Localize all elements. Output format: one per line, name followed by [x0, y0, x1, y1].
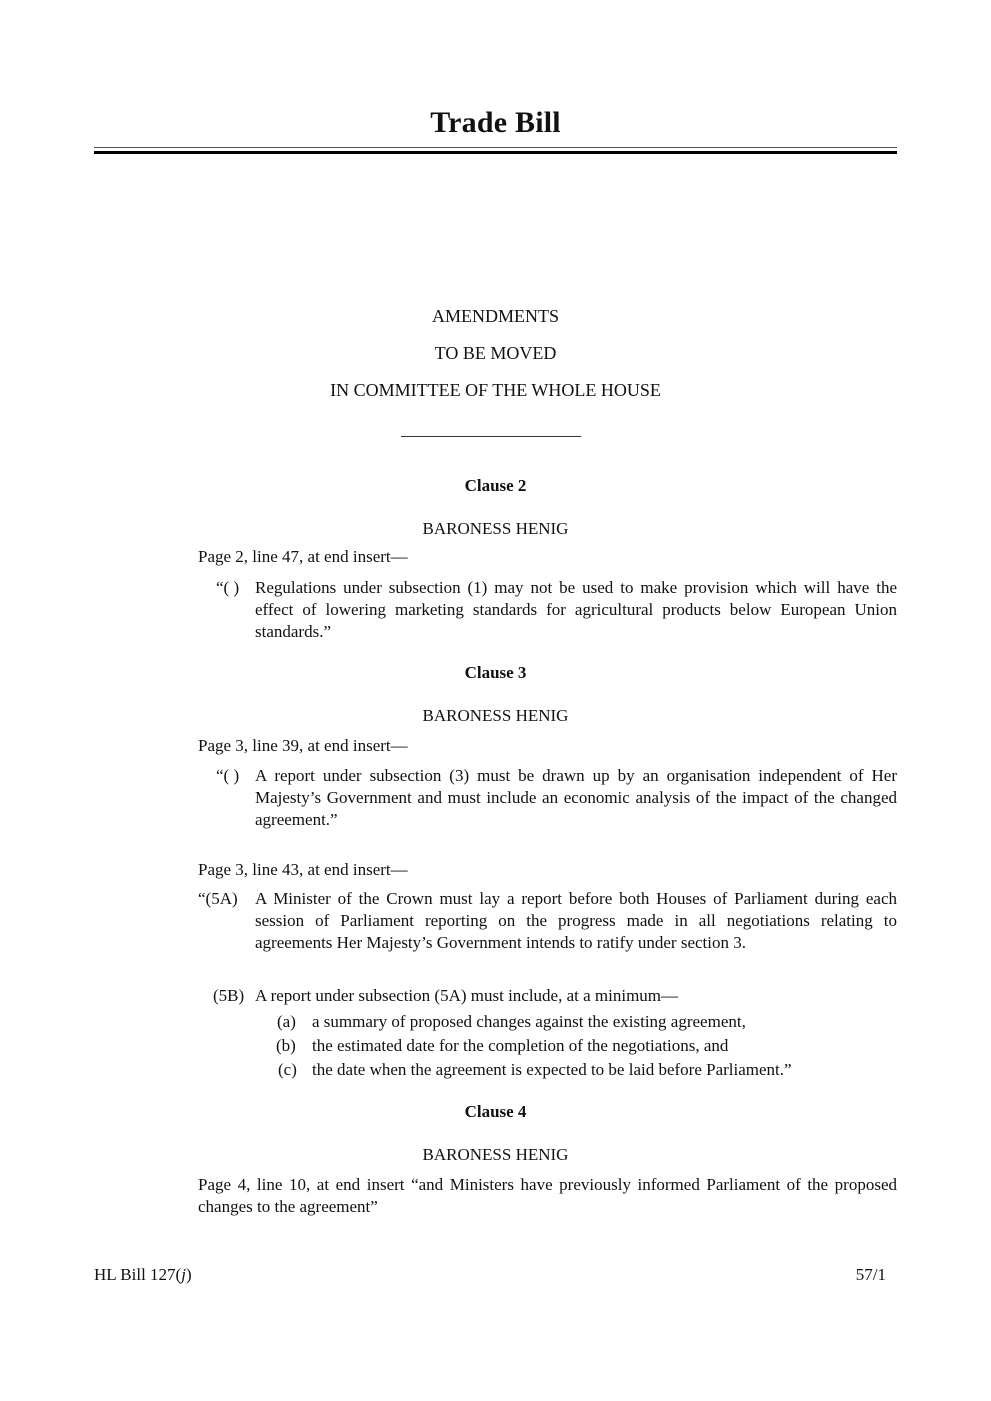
document-title: Trade Bill: [430, 106, 561, 139]
item-text: the date when the agreement is expected to be laid before Parliament.”: [312, 1060, 792, 1079]
page-reference: 57/1: [855, 1265, 886, 1284]
subsection-label: (5B): [213, 986, 245, 1005]
item-text: the estimated date for the completion of the negotiations, and: [312, 1036, 729, 1055]
title-rule-thick: [94, 151, 897, 154]
subsection-label: “(5A): [198, 889, 238, 908]
intro-line-2: TO BE MOVED: [434, 343, 557, 363]
sponsor-name: BARONESS HENIG: [422, 706, 569, 725]
subsection-text: A report under subsection (5A) must include, at a minimum—: [255, 986, 679, 1005]
clause-heading: Clause 3: [464, 663, 527, 682]
bill-ref-prefix: HL Bill 127(: [94, 1265, 182, 1284]
bill-ref-suffix: ): [185, 1265, 192, 1284]
amendment-location: Page 3, line 39, at end insert—: [198, 736, 408, 755]
section-divider: [401, 436, 581, 437]
amendment-text: Regulations under subsection (1) may not be used to make provision which will have the effect of lowering marketing standards for agricultural products below European Union standards.”: [255, 578, 897, 641]
item-label: (b): [276, 1036, 296, 1055]
intro-line-1: AMENDMENTS: [431, 306, 559, 326]
clause-heading: Clause 2: [464, 476, 527, 495]
amendment-location: Page 2, line 47, at end insert—: [198, 547, 408, 566]
sponsor-name: BARONESS HENIG: [422, 519, 569, 538]
amendment-location: Page 3, line 43, at end insert—: [198, 860, 408, 879]
bill-reference: [94, 1265, 192, 1285]
amendment-location: Page 4, line 10, at end insert “and Ministers have previously informed Parliament of the proposed changes to the agreement”: [198, 1175, 897, 1216]
amendment-label: “( ): [216, 766, 240, 785]
item-text: a summary of proposed changes against the existing agreement,: [312, 1012, 746, 1031]
subsection-text: A Minister of the Crown must lay a report before both Houses of Parliament during each session of Parliament reporting on the progress made in all negotiations relating to agreements Her Majesty’s Government intends to ratify under section 3.: [255, 889, 897, 952]
intro-line-3: IN COMMITTEE OF THE WHOLE HOUSE: [330, 380, 661, 400]
bill-ref-italic: j: [181, 1265, 186, 1284]
item-label: (a): [277, 1012, 296, 1031]
title-rule-thin: [94, 147, 897, 148]
sponsor-name: BARONESS HENIG: [422, 1145, 569, 1164]
clause-heading: Clause 4: [464, 1102, 527, 1121]
amendment-text: A report under subsection (3) must be drawn up by an organisation independent of Her Majesty’s Government and must include an economic analysis of the impact of the changed agreement.”: [255, 766, 897, 829]
item-label: (c): [278, 1060, 297, 1079]
amendment-label: “( ): [216, 578, 240, 597]
